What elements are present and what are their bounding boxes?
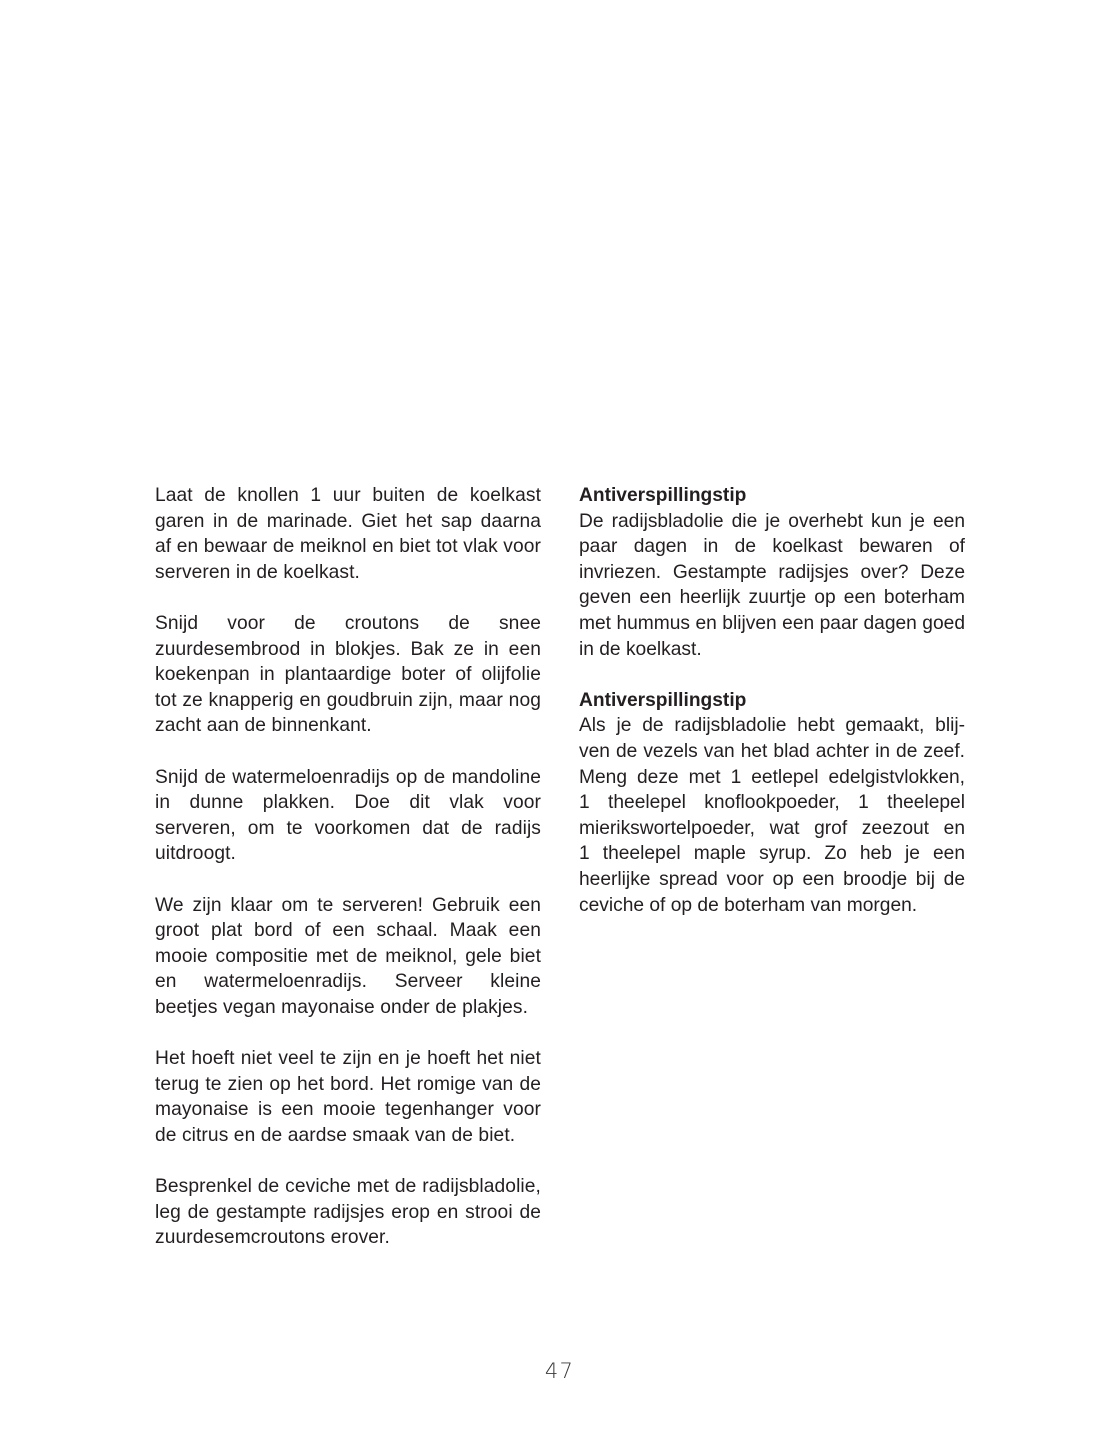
tip-body [579, 713, 965, 918]
instruction-paragraph: Het hoeft niet veel te zijn en je hoeft het niet terug te zien op het bord. Het romige van de mayonaise is een mooie tegenhanger voor de citrus en de aardse smaak van de biet. [155, 1048, 541, 1146]
right-text-column [579, 483, 965, 918]
tip-body-line: ven de vezels van het blad achter in de zeef. [579, 740, 965, 762]
instruction-paragraph: Snijd voor de croutons de snee zuurdesembrood in blokjes. Bak ze in een koekenpan in plantaardige boter of olijfolie tot ze knapperig en goudbruin zijn, maar nog zacht aan de binnenkant. [155, 612, 541, 737]
tip-body: De radijsbladolie die je overhebt kun je een paar dagen in de koelkast bewaren of invriezen. Gestampte radijsjes over? Deze geven een heerlijk zuurtje op een boterham met hummus en blijven een paar dagen goed in de koelkast. [579, 510, 965, 660]
tip-body-line: mierikswortelpoeder, wat grof zeezout en [579, 817, 965, 839]
tip-block [579, 483, 965, 662]
tip-body-line: Als je de radijsbladolie hebt gemaakt, blij- [579, 715, 965, 737]
instruction-paragraph: We zijn klaar om te serveren! Gebruik een groot plat bord of een schaal. Maak een mooie compositie met de meiknol, gele biet en watermeloenradijs. Serveer kleine beetjes vegan mayonaise onder de plakjes. [155, 894, 541, 1018]
tip-body-line: 1 theelepel maple syrup. Zo heb je een [579, 843, 965, 865]
page-number: 47 [544, 1359, 575, 1383]
page-content-columns [155, 483, 965, 1251]
tip-body-line: Meng deze met 1 eetlepel edelgistvlokken, [579, 766, 965, 788]
instruction-paragraph: Laat de knollen 1 uur buiten de koelkast garen in de marinade. Giet het sap daarna af en bewaar de meiknol en biet tot vlak voor serveren in de koelkast. [155, 485, 541, 583]
left-text-column [155, 483, 541, 1251]
tip-body-line: 1 theelepel knoflookpoeder, 1 theelepel [579, 792, 965, 814]
instruction-paragraph: Snijd de watermeloenradijs op de mandoline in dunne plakken. Doe dit vlak voor serveren, om te voorkomen dat de radijs uitdroogt. [155, 766, 541, 865]
tip-body-line: heerlijke spread voor op een broodje bij de [579, 868, 965, 890]
tip-block [579, 688, 965, 918]
tip-heading: Antiverspillingstip [579, 485, 747, 506]
tip-body-line: ceviche of op de boterham van morgen. [579, 894, 918, 916]
instruction-paragraph: Besprenkel de ceviche met de radijsbladolie, leg de gestampte radijsjes erop en strooi de zuurdesemcroutons erover. [155, 1176, 541, 1249]
tip-heading: Antiverspillingstip [579, 689, 747, 711]
